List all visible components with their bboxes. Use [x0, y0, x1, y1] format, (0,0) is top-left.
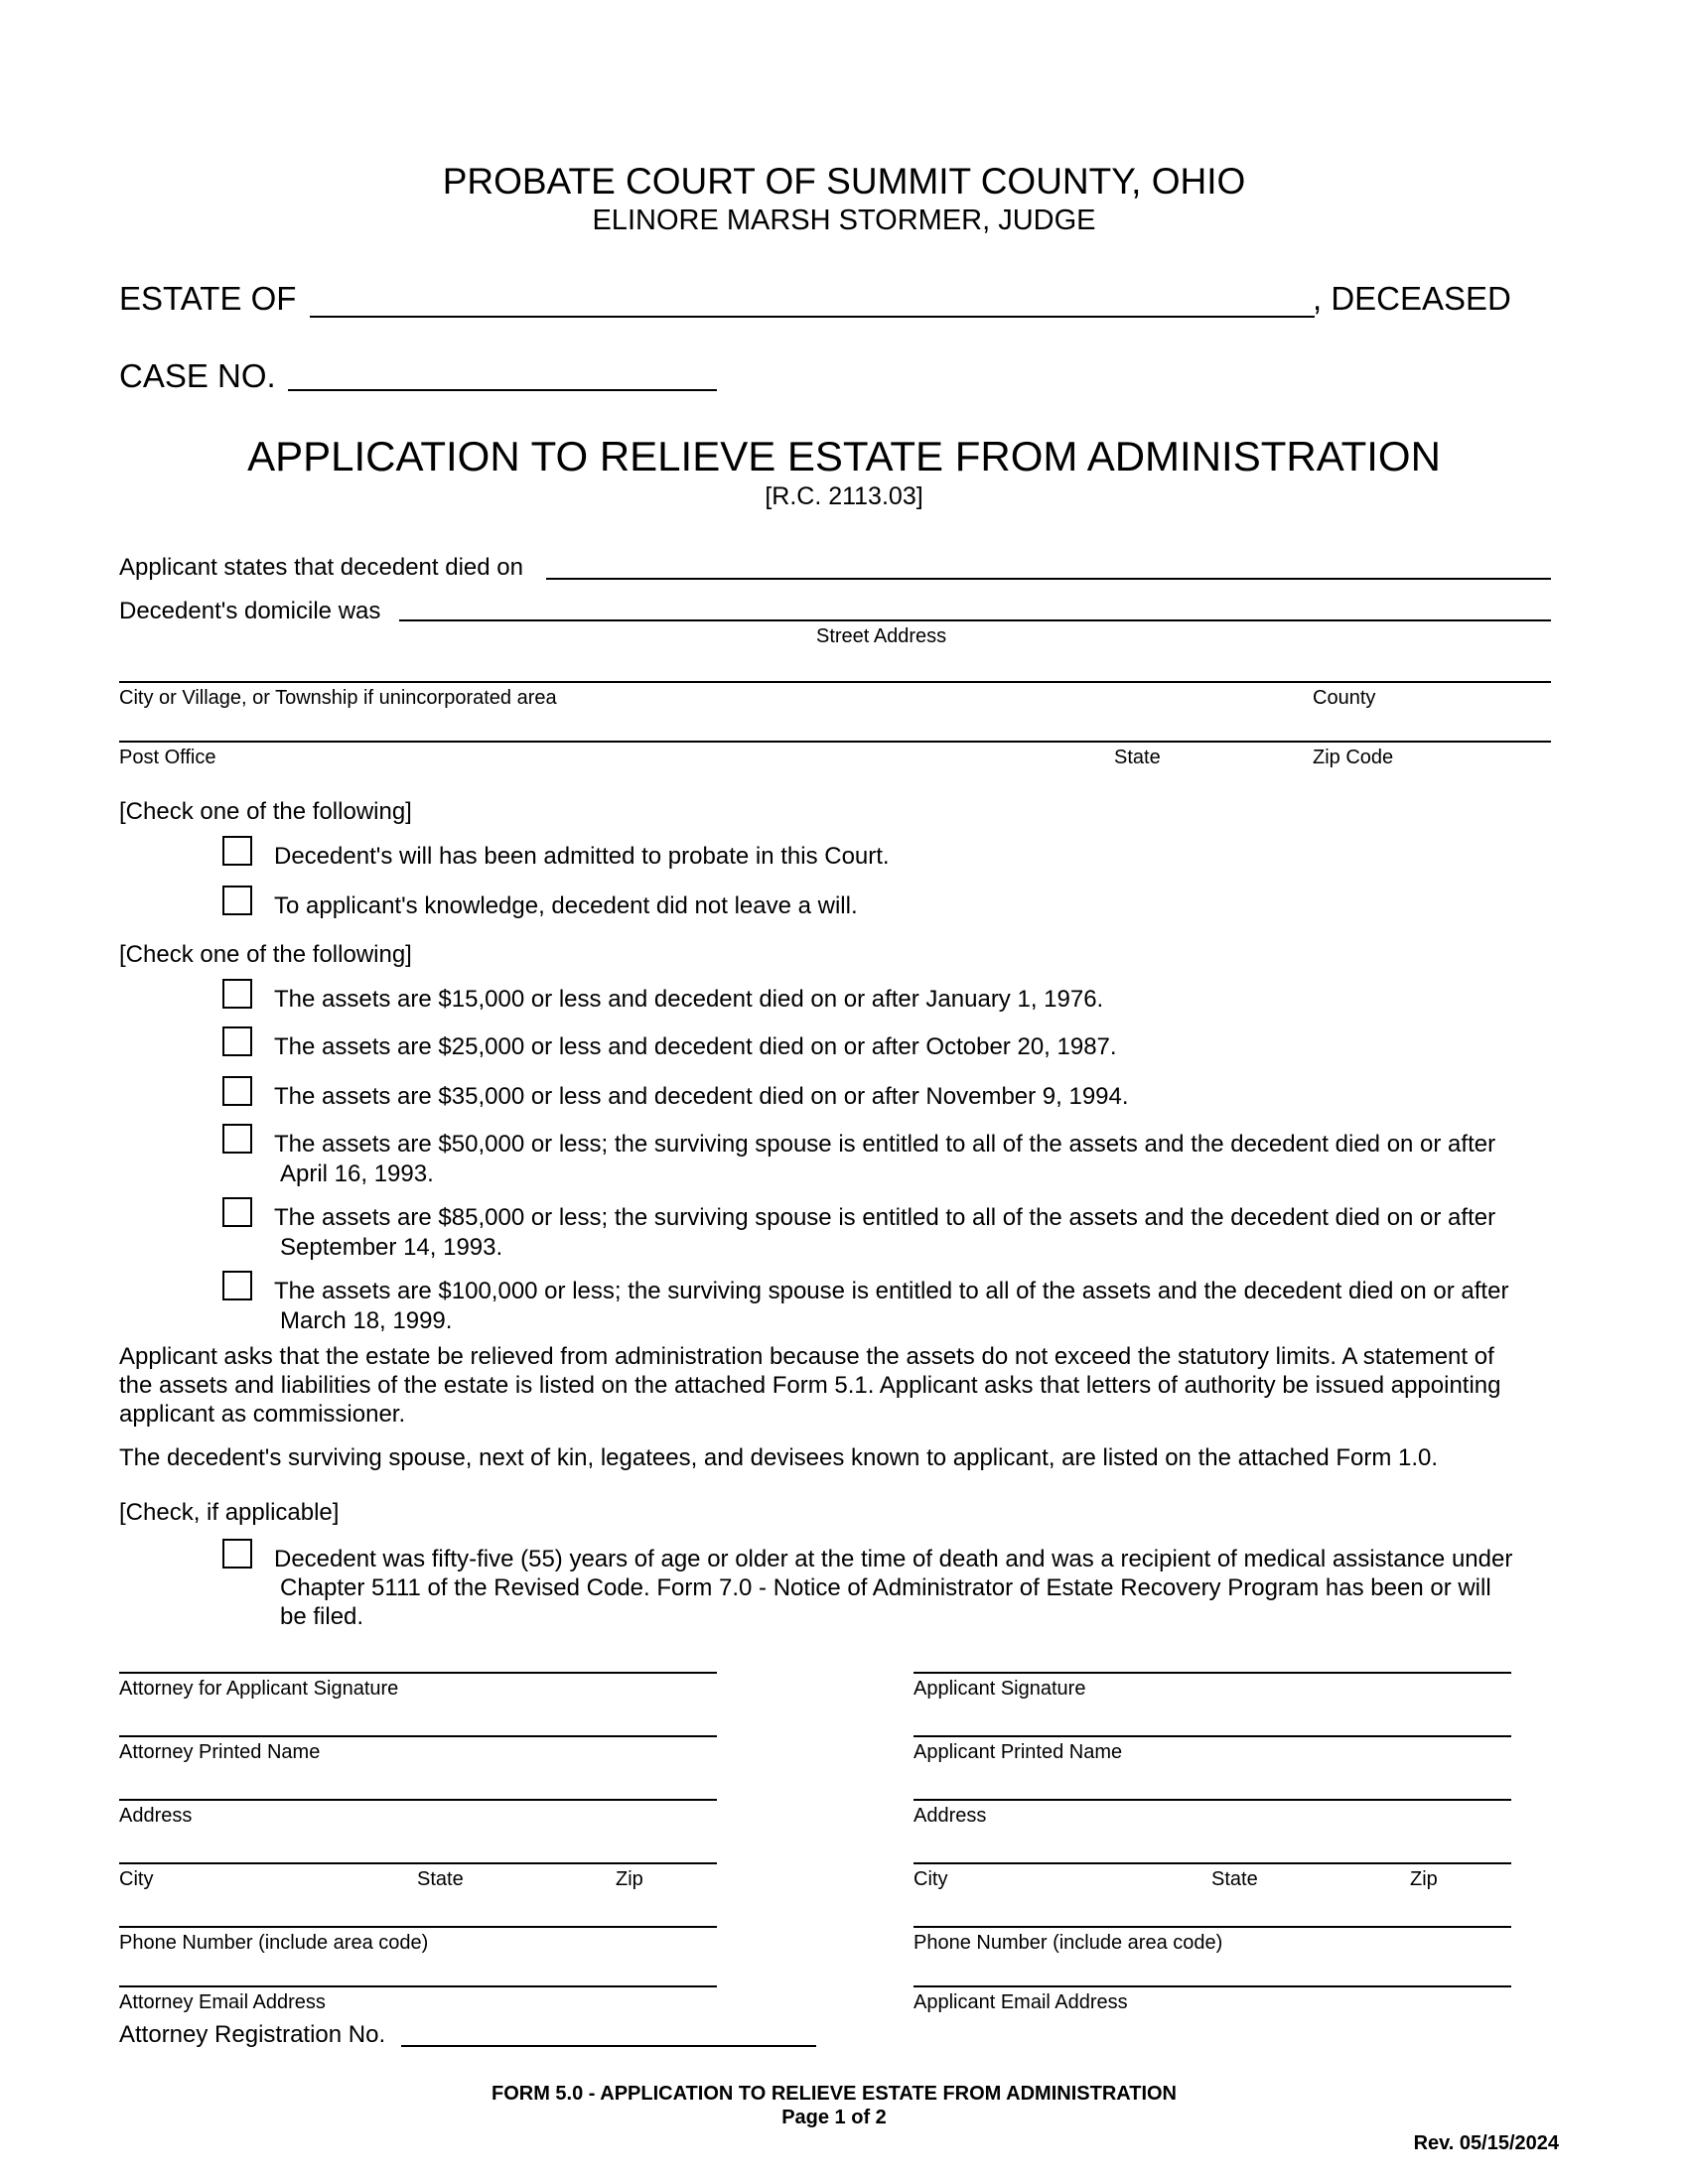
domicile-label: Decedent's domicile was [119, 598, 381, 624]
assets-85000-checkbox[interactable] [222, 1197, 252, 1227]
assets-100000-checkbox[interactable] [222, 1271, 252, 1300]
case-no-field[interactable] [288, 389, 717, 391]
applicant-name-field[interactable] [914, 1735, 1511, 1737]
assets-50000-date: April 16, 1993. [280, 1160, 434, 1187]
applicant-email-caption: Applicant Email Address [914, 1991, 1128, 2013]
died-on-label: Applicant states that decedent died on [119, 554, 523, 581]
assets-85000-label: The assets are $85,000 or less; the surviving spouse is entitled to all of the assets and the decedent died on or after [274, 1204, 1496, 1231]
attorney-city-field[interactable] [119, 1862, 717, 1864]
city-caption: City or Village, or Township if unincorporated area [119, 687, 557, 709]
street-address-field[interactable] [399, 619, 1551, 621]
applicant-city-field[interactable] [914, 1862, 1511, 1864]
applicant-address-field[interactable] [914, 1799, 1511, 1801]
assets-35000-label: The assets are $35,000 or less and decedent died on or after November 9, 1994. [274, 1083, 1129, 1110]
post-office-caption: Post Office [119, 747, 216, 768]
assets-50000-checkbox[interactable] [222, 1124, 252, 1154]
assets-85000-date: September 14, 1993. [280, 1234, 503, 1261]
state-caption: State [1114, 747, 1161, 768]
medicaid-section-header: [Check, if applicable] [119, 1499, 340, 1526]
deceased-label: , DECEASED [1313, 280, 1511, 317]
attorney-phone-field[interactable] [119, 1926, 717, 1928]
applicant-city-caption: City [914, 1868, 948, 1890]
statute-reference: [R.C. 2113.03] [765, 482, 923, 510]
applicant-zip-caption: Zip [1410, 1868, 1438, 1890]
assets-25000-checkbox[interactable] [222, 1026, 252, 1056]
assets-35000-checkbox[interactable] [222, 1076, 252, 1106]
attorney-address-caption: Address [119, 1805, 193, 1827]
court-name: PROBATE COURT OF SUMMIT COUNTY, OHIO [442, 161, 1246, 202]
post-office-field[interactable] [119, 741, 1551, 743]
assets-50000-label: The assets are $50,000 or less; the surviving spouse is entitled to all of the assets and the decedent died on or after [274, 1131, 1496, 1158]
kin-statement: The decedent's surviving spouse, next of kin, legatees, and devisees known to applicant, are listed on the attached Form 1.0. [119, 1444, 1439, 1471]
relief-statement-line2: the assets and liabilities of the estate is listed on the attached Form 5.1. Applicant asks that letters of authority be issued appointing [119, 1372, 1501, 1399]
attorney-email-caption: Attorney Email Address [119, 1991, 326, 2013]
estate-name-field[interactable] [310, 316, 1315, 318]
will-admitted-label: Decedent's will has been admitted to probate in this Court. [274, 843, 890, 870]
attorney-zip-caption: Zip [616, 1868, 643, 1890]
applicant-phone-field[interactable] [914, 1926, 1511, 1928]
assets-25000-label: The assets are $25,000 or less and decedent died on or after October 20, 1987. [274, 1033, 1117, 1060]
case-no-label: CASE NO. [119, 357, 276, 394]
assets-section-header: [Check one of the following] [119, 941, 412, 968]
no-will-checkbox[interactable] [222, 886, 252, 915]
attorney-address-field[interactable] [119, 1799, 717, 1801]
relief-statement-line1: Applicant asks that the estate be relieved from administration because the assets do not exceed the statutory limits. A statement of [119, 1343, 1494, 1370]
medicaid-line3: be filed. [280, 1603, 364, 1630]
attorney-phone-caption: Phone Number (include area code) [119, 1932, 429, 1954]
footer-revision: Rev. 05/15/2024 [1413, 2132, 1559, 2154]
will-section-header: [Check one of the following] [119, 798, 412, 825]
estate-of-label: ESTATE OF [119, 280, 297, 317]
applicant-name-caption: Applicant Printed Name [914, 1741, 1123, 1763]
medicaid-checkbox[interactable] [222, 1539, 252, 1569]
assets-100000-label: The assets are $100,000 or less; the surviving spouse is entitled to all of the assets and the decedent died on or after [274, 1278, 1509, 1304]
attorney-name-caption: Attorney Printed Name [119, 1741, 321, 1763]
no-will-label: To applicant's knowledge, decedent did not leave a will. [274, 892, 858, 919]
judge-name: ELINORE MARSH STORMER, JUDGE [592, 205, 1096, 236]
county-caption: County [1313, 687, 1376, 709]
applicant-signature-caption: Applicant Signature [914, 1678, 1086, 1700]
medicaid-line2: Chapter 5111 of the Revised Code. Form 7.0 - Notice of Administrator of Estate Recovery Program has been or will [280, 1574, 1491, 1601]
applicant-address-caption: Address [914, 1805, 987, 1827]
attorney-city-caption: City [119, 1868, 154, 1890]
city-county-field[interactable] [119, 681, 1551, 683]
street-address-caption: Street Address [816, 625, 947, 647]
will-admitted-checkbox[interactable] [222, 836, 252, 866]
attorney-name-field[interactable] [119, 1735, 717, 1737]
attorney-email-field[interactable] [119, 1985, 717, 1987]
footer-form-title: FORM 5.0 - APPLICATION TO RELIEVE ESTATE FROM ADMINISTRATION [491, 2083, 1177, 2105]
attorney-registration-field[interactable] [401, 2045, 816, 2047]
zip-caption: Zip Code [1313, 747, 1394, 768]
medicaid-line1: Decedent was fifty-five (55) years of age or older at the time of death and was a recipient of medical assistance under [274, 1546, 1513, 1572]
attorney-signature-field[interactable] [119, 1672, 717, 1674]
attorney-state-caption: State [417, 1868, 464, 1890]
applicant-phone-caption: Phone Number (include area code) [914, 1932, 1223, 1954]
attorney-registration-label: Attorney Registration No. [119, 2021, 386, 2048]
date-of-death-field[interactable] [546, 578, 1551, 580]
footer-page-number: Page 1 of 2 [781, 2107, 887, 2128]
assets-15000-label: The assets are $15,000 or less and decedent died on or after January 1, 1976. [274, 986, 1104, 1013]
attorney-signature-caption: Attorney for Applicant Signature [119, 1678, 399, 1700]
form-title: APPLICATION TO RELIEVE ESTATE FROM ADMINISTRATION [247, 433, 1441, 479]
assets-100000-date: March 18, 1999. [280, 1307, 453, 1334]
applicant-email-field[interactable] [914, 1985, 1511, 1987]
applicant-signature-field[interactable] [914, 1672, 1511, 1674]
applicant-state-caption: State [1211, 1868, 1258, 1890]
relief-statement-line3: applicant as commissioner. [119, 1401, 406, 1428]
assets-15000-checkbox[interactable] [222, 979, 252, 1009]
